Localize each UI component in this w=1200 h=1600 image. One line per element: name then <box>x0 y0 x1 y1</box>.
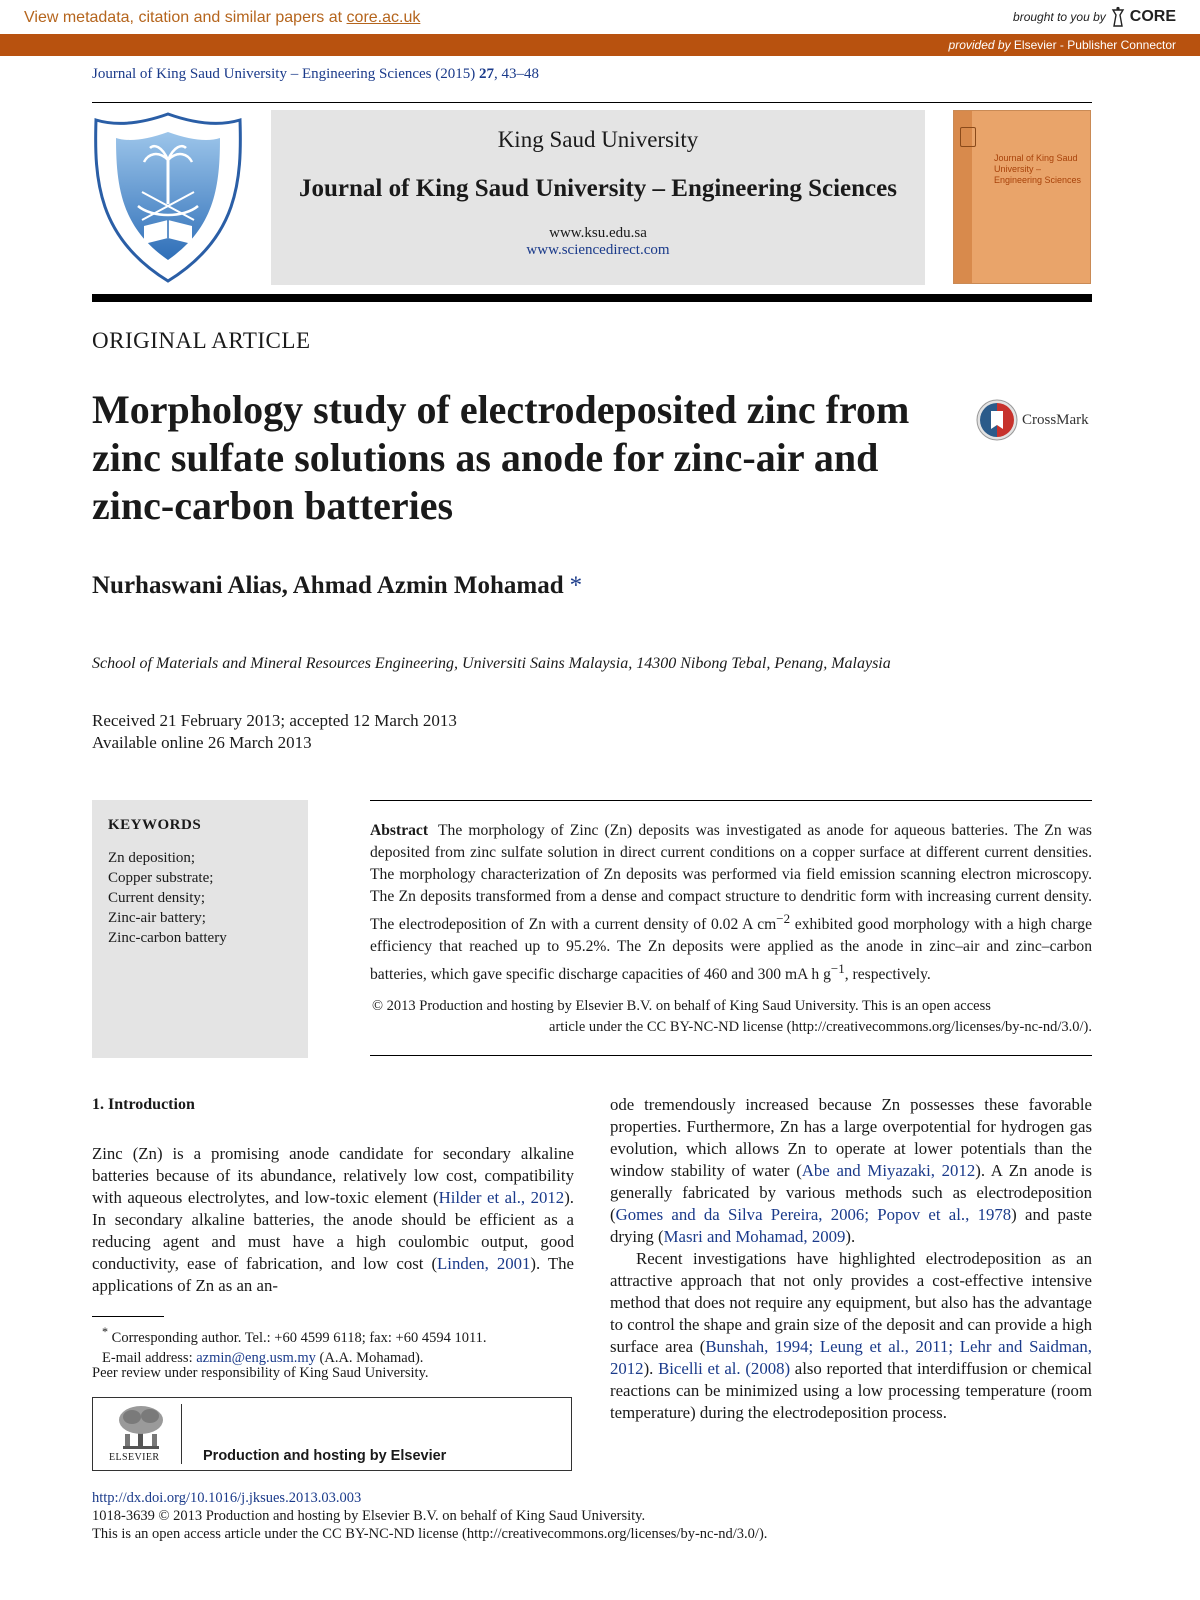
cover-title: Journal of King Saud University – Engineering Sciences <box>994 153 1082 185</box>
core-brand[interactable] <box>1013 6 1176 28</box>
core-link[interactable]: core.ac.uk <box>346 9 421 26</box>
masthead-thick-rule <box>92 294 1092 302</box>
elsevier-box <box>92 1397 572 1471</box>
abstract-copyright <box>370 996 1092 1038</box>
body-text: ). A Zn anode is generally fabricated by various methods such as electrodeposition ( <box>610 1161 1093 1224</box>
masthead-url-ksu[interactable]: www.ksu.edu.sa <box>549 225 647 241</box>
article-type: ORIGINAL ARTICLE <box>92 328 311 353</box>
intro-paragraph-left <box>92 1143 574 1297</box>
core-banner <box>0 0 1200 34</box>
core-logo-icon <box>1111 6 1125 28</box>
journal-pages: , 43–48 <box>494 66 540 82</box>
elsevier-production-text: Production and hosting by Elsevier <box>203 1448 447 1464</box>
doi-link[interactable]: http://dx.doi.org/10.1016/j.jksues.2013.03.003 <box>92 1490 362 1506</box>
journal-masthead <box>271 110 925 285</box>
citation-link[interactable]: Bicelli et al. (2008) <box>658 1359 791 1378</box>
available-online-date: Available online 26 March 2013 <box>92 733 312 752</box>
article-dates <box>92 710 457 754</box>
provided-source: Elsevier - Publisher Connector <box>1013 38 1176 52</box>
abstract-label: Abstract <box>370 822 429 839</box>
open-access-license: This is an open access article under the CC BY-NC-ND license (http://creativecommons.org/licenses/by-nc-nd/3.0/). <box>92 1526 768 1542</box>
journal-reference[interactable] <box>92 66 539 83</box>
citation-link[interactable]: Bunshah, 1994; Leung et al., 2011; Lehr and Saidman, 2012 <box>610 1337 1092 1378</box>
crossmark-icon <box>976 399 1018 441</box>
core-provided-bar <box>0 34 1200 56</box>
body-text: ). <box>845 1227 856 1246</box>
abstract-text: The morphology of Zinc (Zn) deposits was investigated as anode for aqueous batteries. The Zn was deposited from zinc sulfate solution in direct current conditions on a copper surface at different current densities. The morphology characterization of Zn deposits was performed via field emission scanning electron microscopy. The Zn deposits transformed from a dense and compact structure to dendritic form with increasing current density. The electrodeposition of Zn with a current density of 0.02 A cm <box>370 822 1092 934</box>
body-text: ). <box>643 1359 659 1378</box>
elsevier-tree-logo-icon <box>115 1404 167 1452</box>
keyword-item: Zinc-air battery; <box>108 910 206 926</box>
crossmark-label: CrossMark <box>1022 411 1089 428</box>
article-authors <box>92 572 582 600</box>
keyword-item: Current density; <box>108 890 206 906</box>
elsevier-logo-text: ELSEVIER <box>109 1452 160 1463</box>
email-suffix: (A.A. Mohamad). <box>315 1349 424 1366</box>
keyword-item: Copper substrate; <box>108 870 214 886</box>
cover-emblem-icon <box>960 127 976 147</box>
footnote-corresponding <box>92 1322 574 1348</box>
journal-ref-prefix: Journal of King Saud University – Engineering Sciences (2015) <box>92 66 480 82</box>
section-heading-introduction: 1. Introduction <box>92 1096 195 1113</box>
keywords-box <box>92 800 308 1058</box>
keywords-heading: KEYWORDS <box>108 817 202 833</box>
citation-link[interactable]: Abe and Miyazaki, 2012 <box>801 1161 976 1180</box>
journal-cover-thumbnail <box>953 110 1091 284</box>
brought-by-label: brought to you by <box>1013 10 1106 24</box>
body-text: ). In secondary alkaline batteries, the anode should be efficient as a reducing agent and must have a high coulombic output, good conductivity, ease of fabrication, and low cost ( <box>92 1188 574 1273</box>
article-title: Morphology study of electrodeposited zinc from zinc sulfate solutions as anode for zinc-air and zinc-carbon batteries <box>92 387 910 528</box>
citation-link[interactable]: Hilder et al., 2012 <box>438 1188 565 1207</box>
body-text: ). The applications of Zn as an an- <box>92 1254 575 1295</box>
copyright-line-1: © 2013 Production and hosting by Elsevier B.V. on behalf of King Saud University. This is an open access <box>372 998 991 1014</box>
body-text: Recent investigations have highlighted electrodeposition as an attractive approach that not only provides a cost-effective intensive method that does not require any equipment, but also has the advantage to control the shape and grain size of the deposit and can provide a high surface area ( <box>610 1249 1092 1356</box>
intro-paragraph-right <box>610 1094 1092 1248</box>
king-saud-university-seal-icon <box>92 110 244 285</box>
elsevier-separator <box>181 1404 182 1464</box>
abstract-superscript: −1 <box>830 961 845 977</box>
masthead-journal-name: Journal of King Saud University – Engineering Sciences <box>299 175 897 202</box>
body-text: ) and paste drying ( <box>610 1205 1092 1246</box>
body-text: Zinc (Zn) is a promising anode candidate for secondary alkaline batteries because of its abundance, relatively low cost, compatibility with aqueous electrolytes, and low-toxic element ( <box>92 1144 574 1207</box>
core-meta-prefix: View metadata, citation and similar papers at <box>24 9 347 26</box>
author-affiliation: School of Materials and Mineral Resources Engineering, Universiti Sains Malaysia, 14300 Nibong Tebal, Penang, Malaysia <box>92 655 891 672</box>
body-text: also reported that interdiffusion or chemical reactions can be minimized using a low processing temperature (room temperature) during the electrodeposition process. <box>610 1359 1093 1422</box>
masthead-url-sciencedirect[interactable]: www.sciencedirect.com <box>526 242 670 258</box>
keyword-item: Zinc-carbon battery <box>108 930 227 946</box>
abstract <box>370 820 1092 986</box>
abstract-bottom-rule <box>370 1055 1092 1056</box>
abstract-text: exhibited good morphology with a high charge efficiency that reached up to 95.2%. The Zn deposits were applied as the anode in zinc–air and zinc–carbon batteries, which gave specific discharge capacities of 460 and 300 mA h g <box>370 916 1093 984</box>
footnote <box>92 1322 574 1368</box>
provided-prefix: provided by <box>948 38 1011 52</box>
received-date: Received 21 February 2013; accepted 12 March 2013 <box>92 711 457 730</box>
footnote-rule <box>92 1316 164 1317</box>
citation-link[interactable]: Gomes and da Silva Pereira, 2006; Popov et al., 1978 <box>615 1205 1012 1224</box>
keyword-item: Zn deposition; <box>108 850 196 866</box>
journal-volume: 27 <box>479 66 495 82</box>
intro-right-column <box>610 1094 1092 1424</box>
copyright-line-2: article under the CC BY-NC-ND license (http://creativecommons.org/licenses/by-nc-nd/3.0/). <box>549 1019 1092 1035</box>
footnote-mark: * <box>102 1325 109 1339</box>
corresponding-author-mark[interactable]: * <box>569 572 583 599</box>
footnote-text: Corresponding author. Tel.: +60 4599 6118; fax: +60 4594 1011. <box>111 1329 487 1346</box>
peer-review-note: Peer review under responsibility of King Saud University. <box>92 1365 429 1381</box>
issn-copyright: 1018-3639 © 2013 Production and hosting by Elsevier B.V. on behalf of King Saud University. <box>92 1508 646 1524</box>
author-names: Nurhaswani Alias, Ahmad Azmin Mohamad <box>92 572 564 599</box>
abstract-text: , respectively. <box>844 966 931 984</box>
abstract-top-rule <box>370 800 1092 801</box>
core-metadata-link[interactable] <box>24 9 420 27</box>
provided-by[interactable] <box>949 38 1176 52</box>
citation-link[interactable]: Masri and Mohamad, 2009 <box>663 1227 846 1246</box>
header-rule <box>92 102 1092 103</box>
crossmark-button[interactable] <box>976 399 1089 441</box>
abstract-superscript: −2 <box>776 911 791 926</box>
intro-paragraph-2 <box>610 1248 1092 1424</box>
citation-link[interactable]: Linden, 2001 <box>437 1254 531 1273</box>
masthead-university: King Saud University <box>497 127 699 152</box>
email-link[interactable]: azmin@eng.usm.my <box>196 1349 316 1366</box>
email-label: E-mail address: <box>102 1349 197 1366</box>
core-logo-word: CORE <box>1129 8 1176 25</box>
page-footer <box>92 1489 767 1543</box>
body-text: ode tremendously increased because Zn possesses these favorable properties. Furthermore, Zn has a large overpotential for hydrogen gas evolution, which allows Zn to operate at lower potentials than the window stability of water ( <box>610 1095 1092 1180</box>
